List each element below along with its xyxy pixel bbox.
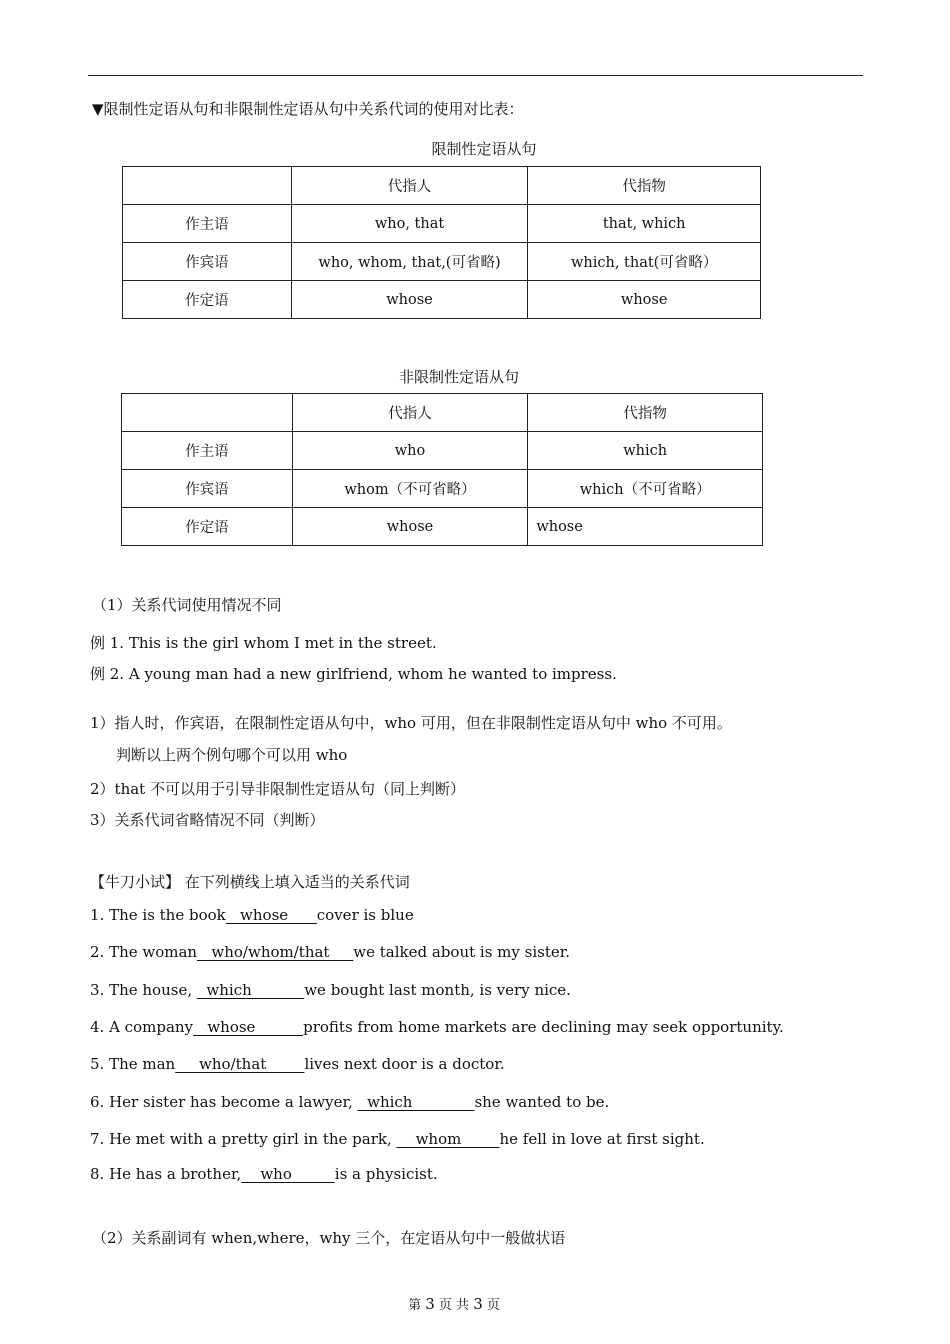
- item-text: 3. The house,: [90, 981, 197, 999]
- answer-blank: who/whom/that: [197, 943, 354, 961]
- table-cell: 代指人: [291, 167, 528, 205]
- restrictive-clause-table: [122, 166, 761, 319]
- table-cell: 作主语: [122, 432, 293, 470]
- section-heading: ▼限制性定语从句和非限制性定语从句中关系代词的使用对比表：: [92, 100, 524, 118]
- table1-caption: 限制性定语从句: [431, 140, 537, 158]
- non-restrictive-clause-table: [121, 393, 763, 546]
- answer-blank: who/that: [175, 1055, 305, 1073]
- item-text: is a physicist.: [334, 1165, 438, 1183]
- item-text: 1. The is the book: [90, 906, 226, 924]
- table-row: [123, 243, 761, 281]
- table-cell: 代指物: [528, 394, 763, 432]
- answer-blank: who: [241, 1165, 335, 1183]
- table-cell: [122, 394, 293, 432]
- table-row: [123, 281, 761, 319]
- exercise-title: 【牛刀小试】 在下列横线上填入适当的关系代词: [90, 873, 410, 891]
- section2-title: （2）关系副词有 when,where，why 三个，在定语从句中一般做状语: [92, 1229, 566, 1247]
- exercise-item: [90, 1055, 505, 1073]
- table-cell: 作主语: [123, 205, 292, 243]
- item-text: 7. He met with a pretty girl in the park,: [90, 1130, 397, 1148]
- table-cell: whose: [291, 281, 528, 319]
- footer-suffix: 页: [486, 1298, 500, 1313]
- footer-middle: 页 共: [438, 1298, 470, 1313]
- table-row: [123, 205, 761, 243]
- item-text: cover is blue: [316, 906, 414, 924]
- footer-prefix: 第: [408, 1298, 422, 1313]
- exercise-item: [90, 1093, 609, 1111]
- table-cell: which: [528, 432, 763, 470]
- answer-blank: which: [357, 1093, 475, 1111]
- table-cell: who, that: [291, 205, 528, 243]
- note-1: 1）指人时，作宾语，在限制性定语从句中，who 可用，但在非限制性定语从句中 who 不可用。: [90, 714, 732, 732]
- table2-caption: 非限制性定语从句: [398, 368, 519, 386]
- item-text: we talked about is my sister.: [353, 943, 571, 961]
- table-cell: 作宾语: [122, 470, 293, 508]
- table-cell: who: [292, 432, 528, 470]
- item-text: she wanted to be.: [474, 1093, 610, 1111]
- table-cell: whom（不可省略）: [292, 470, 528, 508]
- exercise-item: [90, 981, 571, 999]
- table-header-row: [122, 394, 763, 432]
- table-cell: 代指人: [292, 394, 528, 432]
- table-cell: whose: [528, 281, 761, 319]
- table-header-row: [123, 167, 761, 205]
- table-cell: which（不可省略）: [528, 470, 763, 508]
- exercise-item: [90, 1018, 784, 1036]
- table-cell: 作定语: [122, 508, 293, 546]
- item-text: lives next door is a doctor.: [304, 1055, 505, 1073]
- item-text: 2. The woman: [90, 943, 198, 961]
- item-text: we bought last month, is very nice.: [304, 981, 571, 999]
- item-text: 5. The man: [90, 1055, 176, 1073]
- exercise-item: [90, 1165, 438, 1183]
- table-cell: whose: [292, 508, 528, 546]
- table-cell: which, that(可省略）: [528, 243, 761, 281]
- section1-title: （1）关系代词使用情况不同: [92, 596, 282, 614]
- item-text: 6. Her sister has become a lawyer,: [90, 1093, 358, 1111]
- table-cell: that, which: [528, 205, 761, 243]
- answer-blank: whose: [193, 1018, 304, 1036]
- note-1-continued: 判断以上两个例句哪个可以用 who: [116, 746, 348, 764]
- answer-blank: which: [196, 981, 305, 999]
- item-text: 4. A company: [90, 1018, 194, 1036]
- page-footer: [0, 1294, 908, 1313]
- item-text: profits from home markets are declining may seek opportunity.: [303, 1018, 784, 1036]
- table-row: [122, 508, 763, 546]
- table-cell: [123, 167, 292, 205]
- note-3: 3）关系代词省略情况不同（判断）: [90, 811, 325, 829]
- table-cell: 作宾语: [123, 243, 292, 281]
- example-1: 例 1. This is the girl whom I met in the street.: [90, 634, 437, 652]
- answer-blank: whom: [396, 1130, 500, 1148]
- table-cell: whose: [528, 508, 763, 546]
- table-row: [122, 432, 763, 470]
- table-row: [122, 470, 763, 508]
- table-cell: 作定语: [123, 281, 292, 319]
- example-2: 例 2. A young man had a new girlfriend, whom he wanted to impress.: [90, 665, 617, 683]
- answer-blank: whose: [225, 906, 317, 924]
- exercise-item: [90, 1130, 705, 1148]
- item-text: 8. He has a brother,: [90, 1165, 242, 1183]
- exercise-item: [90, 906, 414, 924]
- page-total: 3: [473, 1295, 483, 1313]
- exercise-item: [90, 943, 570, 961]
- page-number: 3: [425, 1295, 435, 1313]
- table-cell: who, whom, that,(可省略): [291, 243, 528, 281]
- item-text: he fell in love at first sight.: [499, 1130, 705, 1148]
- table-cell: 代指物: [528, 167, 761, 205]
- note-2: 2）that 不可以用于引导非限制性定语从句（同上判断）: [90, 780, 465, 798]
- header-rule: [88, 75, 863, 76]
